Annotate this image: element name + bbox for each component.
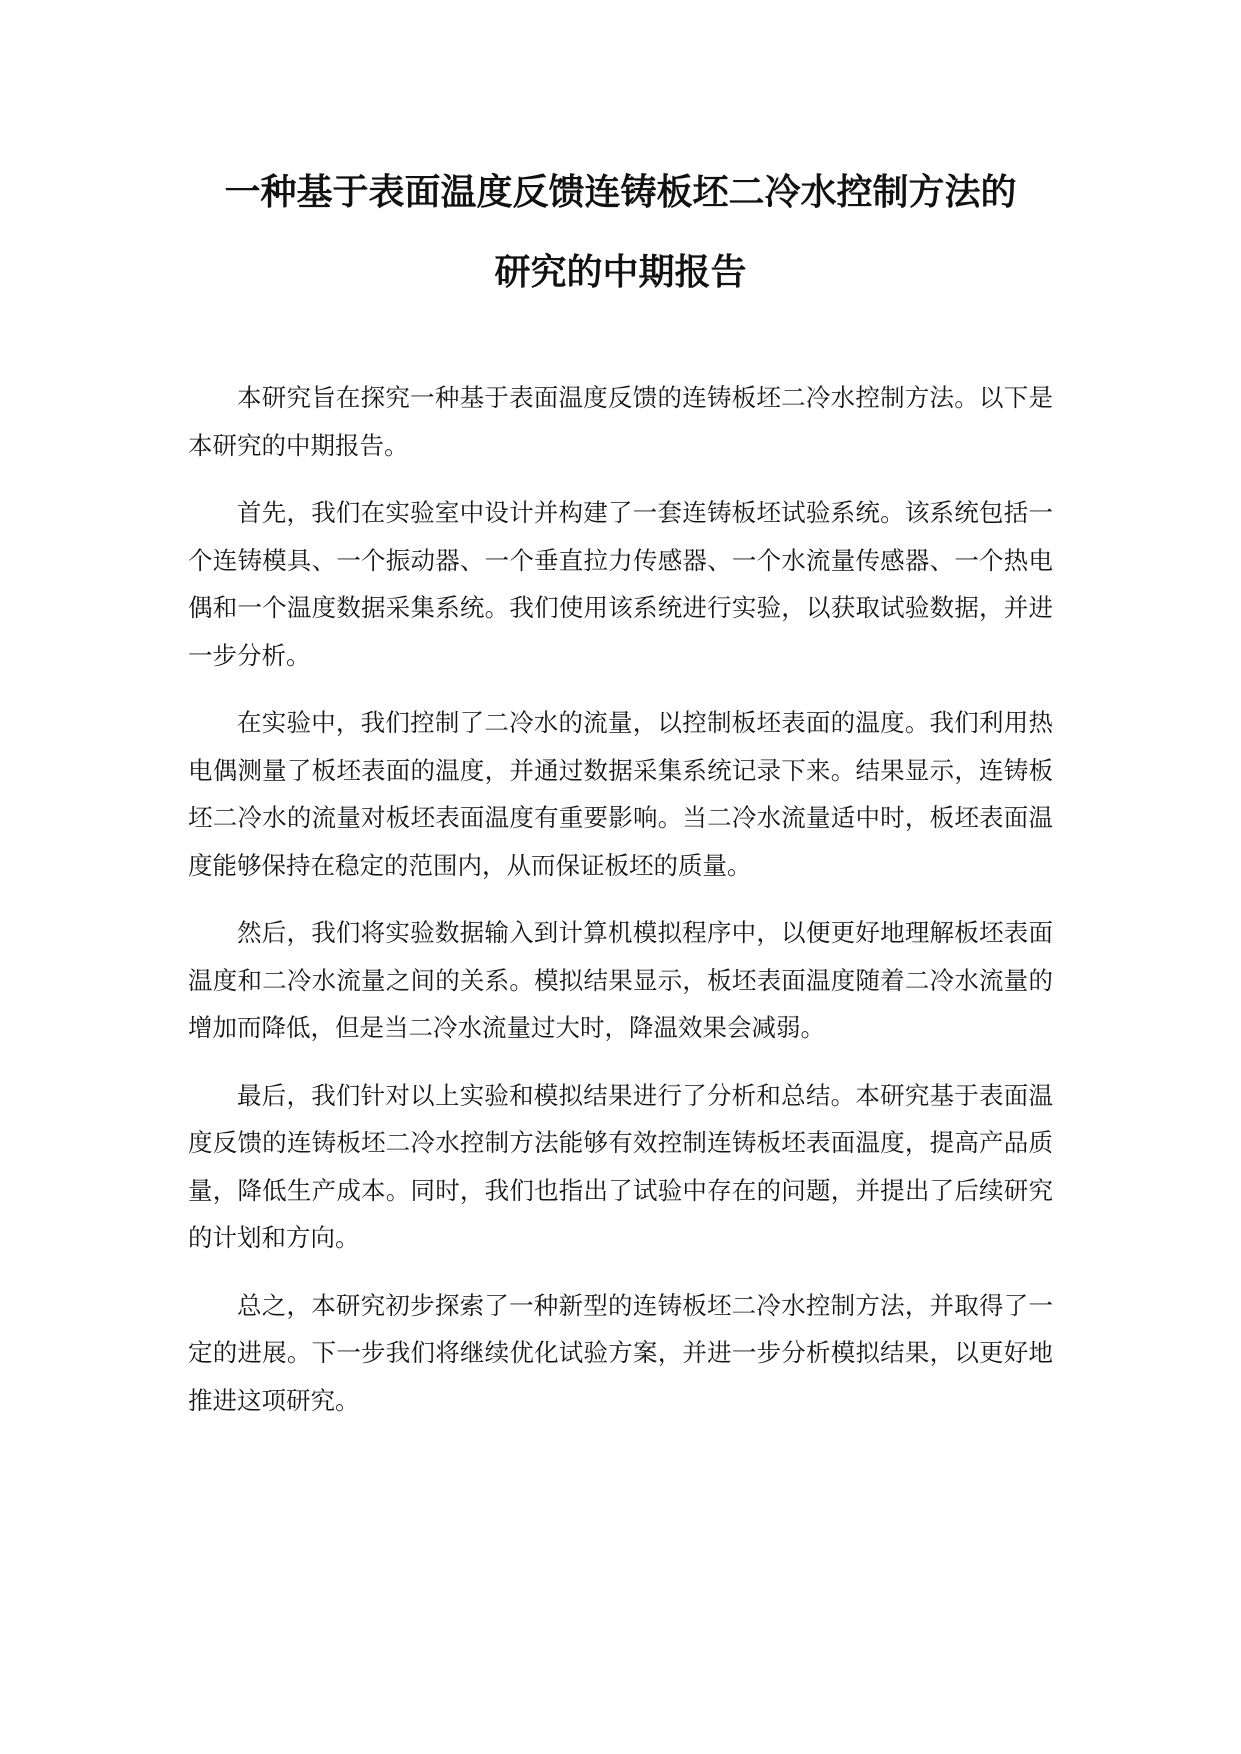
title-line-2: 研究的中期报告 xyxy=(494,252,747,293)
paragraph-experiment-system: 首先，我们在实验室中设计并构建了一套连铸板坯试验系统。该系统包括一个连铸模具、一个振动器、一个垂直拉力传感器、一个水流量传感器、一个热电偶和一个温度数据采集系统。我们使用该系统进行实验，以获取试验数据，并进一步分析。 xyxy=(188,498,1053,670)
paragraph-intro: 本研究旨在探究一种基于表面温度反馈的连铸板坯二冷水控制方法。以下是本研究的中期报告。 xyxy=(188,383,1053,460)
document-body xyxy=(188,374,1053,1444)
paragraph-simulation: 然后，我们将实验数据输入到计算机模拟程序中，以便更好地理解板坯表面温度和二冷水流量之间的关系。模拟结果显示，板坯表面温度随着二冷水流量的增加而降低，但是当二冷水流量过大时，降温效果会减弱。 xyxy=(188,918,1053,1042)
paragraph-experiment-results: 在实验中，我们控制了二冷水的流量，以控制板坯表面的温度。我们利用热电偶测量了板坯表面的温度，并通过数据采集系统记录下来。结果显示，连铸板坯二冷水的流量对板坯表面温度有重要影响。当二冷水流量适中时，板坯表面温度能够保持在稳定的范围内，从而保证板坯的质量。 xyxy=(188,708,1053,880)
title-line-1: 一种基于表面温度反馈连铸板坯二冷水控制方法的 xyxy=(224,172,1017,213)
paragraph-analysis: 最后，我们针对以上实验和模拟结果进行了分析和总结。本研究基于表面温度反馈的连铸板坯二冷水控制方法能够有效控制连铸板坯表面温度，提高产品质量，降低生产成本。同时，我们也指出了试验中存在的问题，并提出了后续研究的计划和方向。 xyxy=(188,1080,1053,1252)
paragraph-conclusion: 总之，本研究初步探索了一种新型的连铸板坯二冷水控制方法，并取得了一定的进展。下一步我们将继续优化试验方案，并进一步分析模拟结果，以更好地推进这项研究。 xyxy=(188,1290,1053,1415)
